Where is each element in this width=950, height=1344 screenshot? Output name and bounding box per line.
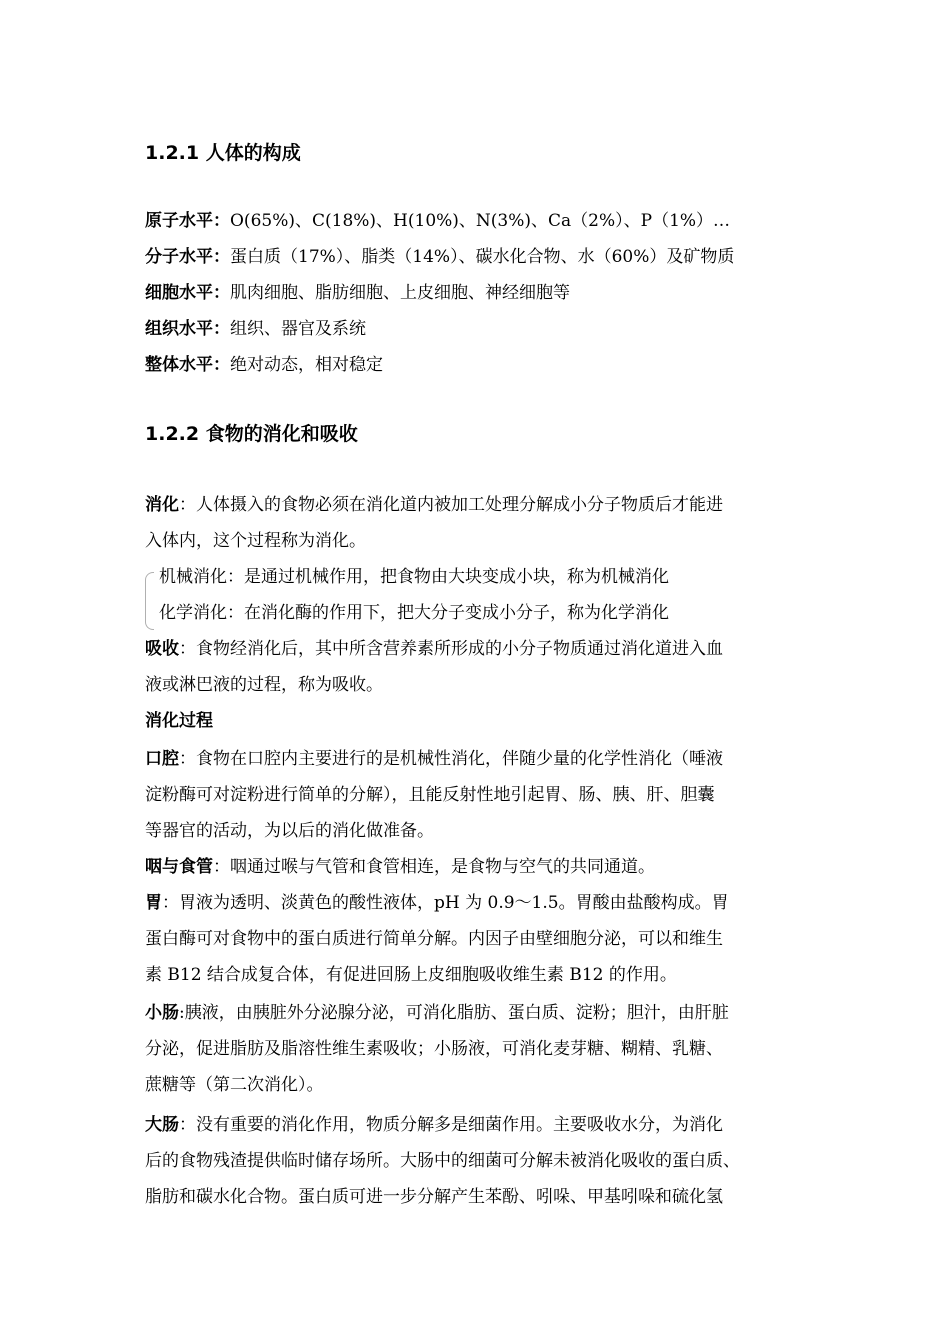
molecular-level-text: 蛋白质（17%）、脂类（14%）、碳水化合物、水（60%）及矿物质 xyxy=(230,247,735,267)
molecular-level-term: 分子水平： xyxy=(145,247,230,267)
small-intestine-line-1 xyxy=(145,995,810,1031)
digestion-definition-line-1 xyxy=(145,487,810,523)
small-intestine-term: 小肠 xyxy=(145,1003,179,1023)
pharynx-term: 咽与食管 xyxy=(145,857,213,877)
atomic-level-text: O(65%)、C(18%)、H(10%)、N(3%)、Ca（2%）、P（1%）… xyxy=(230,211,731,231)
pharynx-text-1: ：咽通过喉与气管和食管相连，是食物与空气的共同通道。 xyxy=(213,857,655,877)
pharynx-line-1 xyxy=(145,849,810,885)
mouth-line-2: 淀粉酶可对淀粉进行简单的分解），且能反射性地引起胃、肠、胰、肝、胆囊 xyxy=(145,785,715,805)
digestion-text-1: ：人体摄入的食物必须在消化道内被加工处理分解成小分子物质后才能进 xyxy=(179,495,723,515)
whole-level-line xyxy=(145,347,810,383)
small-intestine-line-2: 分泌，促进脂肪及脂溶性维生素吸收；小肠液，可消化麦芽糖、糊精、乳糖、 xyxy=(145,1039,723,1059)
absorption-term: 吸收 xyxy=(145,639,179,659)
brace-bracket xyxy=(145,572,154,630)
section-heading-1-2-2: 1.2.2 食物的消化和吸收 xyxy=(145,423,358,445)
absorption-definition-line-1 xyxy=(145,631,810,667)
cell-level-text: 肌肉细胞、脂肪细胞、上皮细胞、神经细胞等 xyxy=(230,283,570,303)
whole-level-term: 整体水平： xyxy=(145,355,230,375)
small-intestine-line-3: 蔗糖等（第二次消化）。 xyxy=(145,1075,324,1095)
molecular-level-line xyxy=(145,239,810,275)
small-intestine-text-1: :胰液，由胰脏外分泌腺分泌，可消化脂肪、蛋白质、淀粉；胆汁，由肝脏 xyxy=(179,1003,729,1023)
mouth-line-1 xyxy=(145,741,810,777)
stomach-text-1: ：胃液为透明、淡黄色的酸性液体，pH 为 0.9～1.5。胃酸由盐酸构成。胃 xyxy=(162,893,729,913)
absorption-text-1: ：食物经消化后，其中所含营养素所形成的小分子物质通过消化道进入血 xyxy=(179,639,723,659)
cell-level-line xyxy=(145,275,810,311)
atomic-level-line xyxy=(145,203,810,239)
mouth-line-3: 等器官的活动，为以后的消化做准备。 xyxy=(145,821,434,841)
mouth-text-1: ：食物在口腔内主要进行的是机械性消化，伴随少量的化学性消化（唾液 xyxy=(179,749,723,769)
section-heading-1-2-1: 1.2.1 人体的构成 xyxy=(145,142,301,164)
tissue-level-term: 组织水平： xyxy=(145,319,230,339)
digestion-definition-line-2: 入体内，这个过程称为消化。 xyxy=(145,531,366,551)
stomach-line-3: 素 B12 结合成复合体，有促进回肠上皮细胞吸收维生素 B12 的作用。 xyxy=(145,965,677,985)
tissue-level-text: 组织、器官及系统 xyxy=(230,319,366,339)
stomach-line-1 xyxy=(145,885,810,921)
tissue-level-line xyxy=(145,311,810,347)
mechanical-digestion-line: 机械消化：是通过机械作用，把食物由大块变成小块，称为机械消化 xyxy=(159,567,669,587)
atomic-level-term: 原子水平： xyxy=(145,211,230,231)
digestion-term: 消化 xyxy=(145,495,179,515)
whole-level-text: 绝对动态，相对稳定 xyxy=(230,355,383,375)
absorption-definition-line-2: 液或淋巴液的过程，称为吸收。 xyxy=(145,675,383,695)
large-intestine-text-1: ：没有重要的消化作用，物质分解多是细菌作用。主要吸收水分，为消化 xyxy=(179,1115,723,1135)
stomach-line-2: 蛋白酶可对食物中的蛋白质进行简单分解。内因子由壁细胞分泌，可以和维生 xyxy=(145,929,723,949)
large-intestine-line-3: 脂肪和碳水化合物。蛋白质可进一步分解产生苯酚、吲哚、甲基吲哚和硫化氢 xyxy=(145,1187,723,1207)
large-intestine-term: 大肠 xyxy=(145,1115,179,1135)
stomach-term: 胃 xyxy=(145,893,162,913)
large-intestine-line-2: 后的食物残渣提供临时储存场所。大肠中的细菌可分解未被消化吸收的蛋白质、 xyxy=(145,1151,740,1171)
digestion-process-title: 消化过程 xyxy=(145,711,213,731)
cell-level-term: 细胞水平： xyxy=(145,283,230,303)
mouth-term: 口腔 xyxy=(145,749,179,769)
chemical-digestion-line: 化学消化：在消化酶的作用下，把大分子变成小分子，称为化学消化 xyxy=(159,603,669,623)
large-intestine-line-1 xyxy=(145,1107,810,1143)
